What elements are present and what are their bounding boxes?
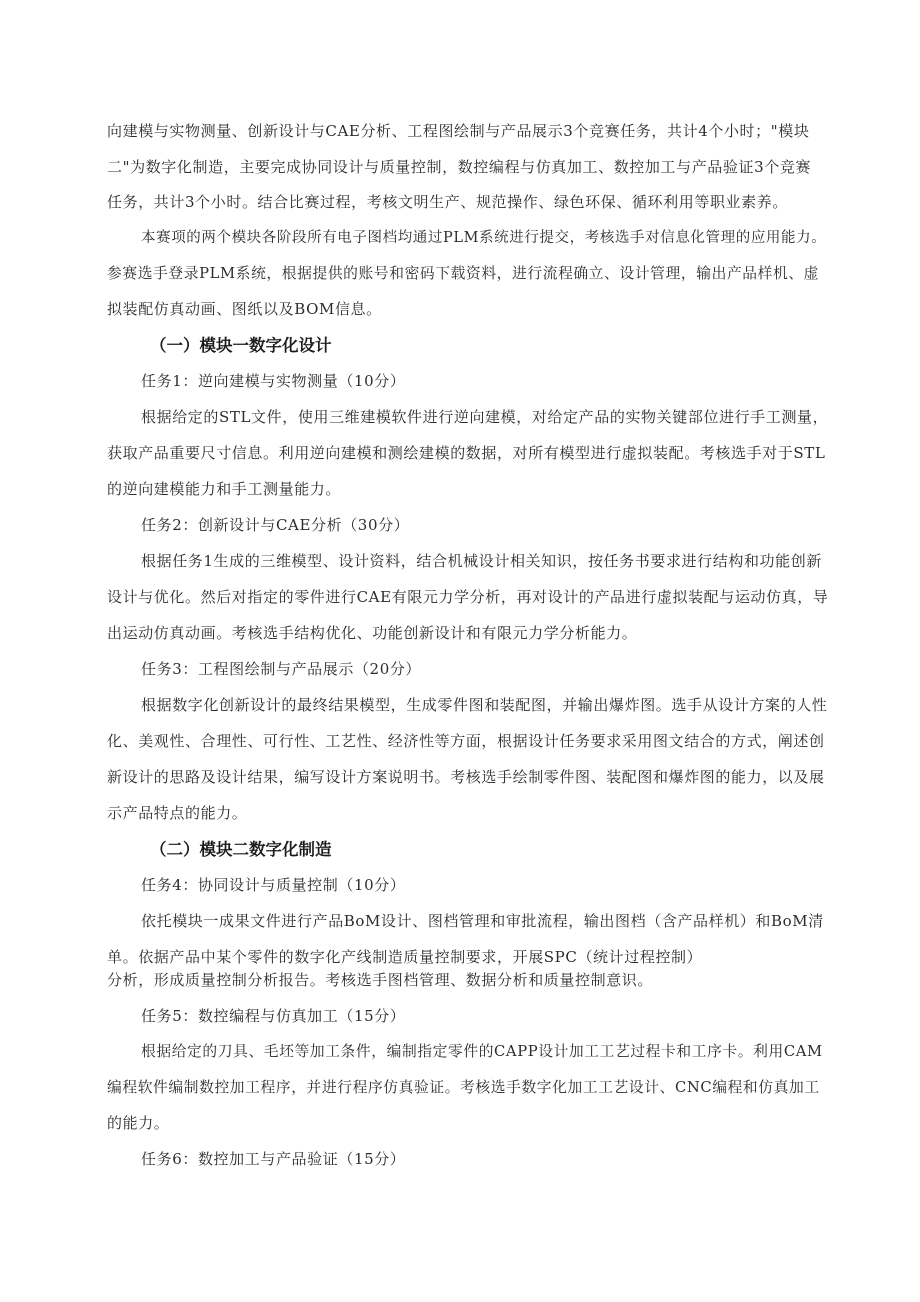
task6-title: 任务6：数控加工与产品验证（15分）: [141, 1150, 406, 1168]
module1-heading: （一）模块一数字化设计: [150, 336, 332, 355]
task1-title: 任务1：逆向建模与实物测量（10分）: [141, 372, 406, 390]
task3-title: 任务3：工程图绘制与产品展示（20分）: [141, 660, 422, 678]
task1-line-1: 根据给定的STL文件，使用三维建模软件进行逆向建模，对给定产品的实物关键部位进行手工测量，: [141, 408, 829, 426]
task2-title: 任务2：创新设计与CAE分析（30分）: [141, 516, 410, 534]
intro-p2-line-2: 参赛选手登录PLM系统，根据提供的账号和密码下载资料，进行流程确立、设计管理，输出产品样机、虚: [107, 265, 820, 282]
task4-line-2: 单。依据产品中某个零件的数字化产线制造质量控制要求，开展SPC（统计过程控制）: [107, 948, 703, 966]
task3-line-3: 新设计的思路及设计结果，编写设计方案说明书。考核选手绘制零件图、装配图和爆炸图的能力，以及展: [107, 768, 825, 786]
task5-title: 任务5：数控编程与仿真加工（15分）: [141, 1007, 406, 1025]
task3-line-1: 根据数字化创新设计的最终结果模型，生成零件图和装配图，并输出爆炸图。选手从设计方案的人性: [141, 696, 828, 714]
intro-p2-line-1: 本赛项的两个模块各阶段所有电子图档均通过PLM系统进行提交，考核选手对信息化管理的应用能力。: [141, 230, 827, 246]
intro-p1-line-3: 任务，共计3个小时。结合比赛过程，考核文明生产、规范操作、绿色环保、循环利用等职业素养。: [107, 193, 788, 211]
task4-line-3: 分析，形成质量控制分析报告。考核选手图档管理、数据分析和质量控制意识。: [107, 971, 654, 989]
task5-line-2: 编程软件编制数控加工程序，并进行程序仿真验证。考核选手数字化加工工艺设计、CNC编程和仿真加工: [107, 1079, 820, 1096]
intro-p1-line-2: 二"为数字化制造，主要完成协同设计与质量控制，数控编程与仿真加工、数控加工与产品验证3个竞赛: [107, 158, 812, 176]
module2-heading: （二）模块二数字化制造: [150, 840, 332, 859]
intro-p2-line-3: 拟装配仿真动画、图纸以及BOM信息。: [107, 300, 382, 318]
task2-line-2: 设计与优化。然后对指定的零件进行CAE有限元力学分析，再对设计的产品进行虚拟装配与运动仿真，导: [107, 588, 829, 606]
intro-p1-line-1: 向建模与实物测量、创新设计与CAE分析、工程图绘制与产品展示3个竞赛任务，共计4个小时；"模块: [107, 122, 810, 140]
task1-line-2: 获取产品重要尺寸信息。利用逆向建模和测绘建模的数据，对所有模型进行虚拟装配。考核选手对于STL: [107, 444, 826, 462]
task2-line-3: 出运动仿真动画。考核选手结构优化、功能创新设计和有限元力学分析能力。: [107, 624, 638, 642]
task4-title: 任务4：协同设计与质量控制（10分）: [141, 876, 406, 894]
task3-line-2: 化、美观性、合理性、可行性、工艺性、经济性等方面，根据设计任务要求采用图文结合的方式，阐述创: [107, 732, 825, 750]
task3-line-4: 示产品特点的能力。: [107, 804, 248, 822]
task2-line-1: 根据任务1生成的三维模型、设计资料，结合机械设计相关知识，按任务书要求进行结构和功能创新: [141, 552, 822, 570]
task4-line-1: 依托模块一成果文件进行产品BoM设计、图档管理和审批流程，输出图档（含产品样机）和BoM清: [141, 912, 824, 930]
task5-line-1: 根据给定的刀具、毛坯等加工条件，编制指定零件的CAPP设计加工工艺过程卡和工序卡。利用CAM: [141, 1043, 823, 1060]
task1-line-3: 的逆向建模能力和手工测量能力。: [107, 480, 342, 498]
task5-line-3: 的能力。: [107, 1114, 170, 1132]
